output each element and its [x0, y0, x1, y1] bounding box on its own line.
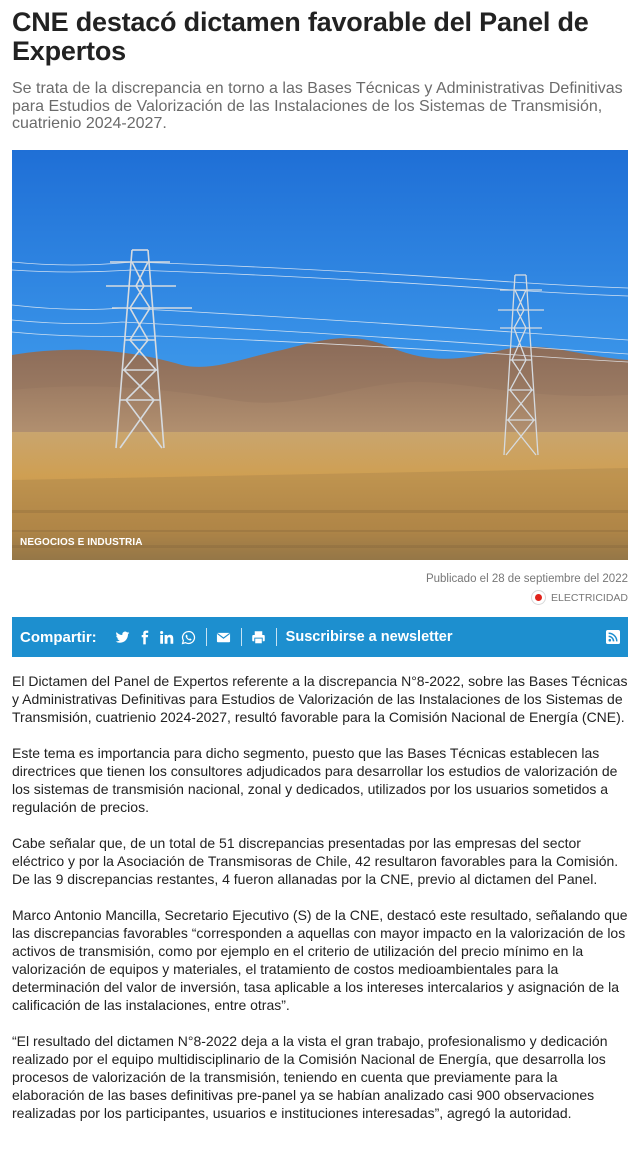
rss-icon[interactable]	[606, 630, 620, 644]
email-icon[interactable]	[216, 630, 231, 645]
share-divider	[241, 628, 242, 646]
newsletter-link[interactable]: Suscribirse a newsletter	[285, 629, 453, 645]
article-paragraph: “El resultado del dictamen N°8-2022 deja a la vista el gran trabajo, profesionalismo y dedicación realizado por el equipo multidisciplinario de la Comisión Nacional de Energía, que desarrolla los procesos de valorización de la transmisión, teniendo en cuenta que previamente para la elaboración de las bases definitivas pre-panel ya se habían analizado casi 900 observaciones realizadas por los participantes, usuarios e instituciones interesadas”, agregó la autoridad.	[12, 1033, 608, 1121]
print-icon[interactable]	[251, 630, 266, 645]
power-lines-desert-photo	[12, 150, 628, 560]
article-hero-image	[12, 150, 628, 560]
article-paragraph: Cabe señalar que, de un total de 51 discrepancias presentadas por las empresas del sector eléctrico y por la Asociación de Transmisoras de Chile, 42 resultaron favorables para la Comisión. De las 9 discrepancias restantes, 4 fueron allanadas por la CNE, previo al dictamen del Panel.	[12, 835, 619, 887]
article-subtitle: Se trata de la discrepancia en torno a las Bases Técnicas y Administrativas Definitivas para Estudios de Valorización de las Instalaciones de los Sistemas de Transmisión, cuatrienio 2024-2027.	[12, 80, 623, 132]
category-dot-icon	[531, 590, 546, 605]
whatsapp-icon[interactable]	[181, 630, 196, 645]
share-bar	[12, 617, 628, 657]
share-divider	[206, 628, 207, 646]
article-paragraph: Marco Antonio Mancilla, Secretario Ejecutivo (S) de la CNE, destacó este resultado, señalando que las discrepancias favorables “corresponden a aquellas con mayor impacto en la valorización de los activos de transmisión, como por ejemplo en el criterio de utilización del precio mínimo en la valorización de equipos y materiales, el tratamiento de costos medioambientales para la determinación del valor de inversión, tasa aplicable a los intereses intercalarios y asignación de la calificación de las instalaciones, entre otras”.	[12, 907, 628, 1013]
share-divider	[276, 628, 277, 646]
twitter-icon[interactable]	[115, 630, 130, 645]
article-body	[12, 672, 630, 1140]
article-paragraph: El Dictamen del Panel de Expertos referente a la discrepancia N°8-2022, sobre las Bases Técnicas y Administrativas Definitivas para Estudios de Valorización de las Instalaciones de los Sistemas de Transmisión, cuatrienio 2024-2027, resultó favorable para la Comisión Nacional de Energía (CNE).	[12, 673, 628, 725]
linkedin-icon[interactable]	[159, 630, 174, 645]
publish-date: Publicado el 28 de septiembre del 2022	[425, 573, 628, 585]
category-link[interactable]	[531, 590, 628, 605]
facebook-icon[interactable]	[137, 630, 152, 645]
share-label: Compartir:	[20, 628, 97, 646]
image-category-tag[interactable]: NEGOCIOS E INDUSTRIA	[20, 537, 143, 548]
category-label: ELECTRICIDAD	[550, 591, 628, 604]
article-title: CNE destacó dictamen favorable del Panel de Expertos	[12, 7, 589, 66]
article-paragraph: Este tema es importancia para dicho segmento, puesto que las Bases Técnicas establecen las directrices que tienen los consultores adjudicados para desarrollar los estudios de valorización de los sistemas de transmisión nacional, zonal y dedicados, utilizados por los usuarios sometidos a regulación de precios.	[12, 745, 618, 815]
